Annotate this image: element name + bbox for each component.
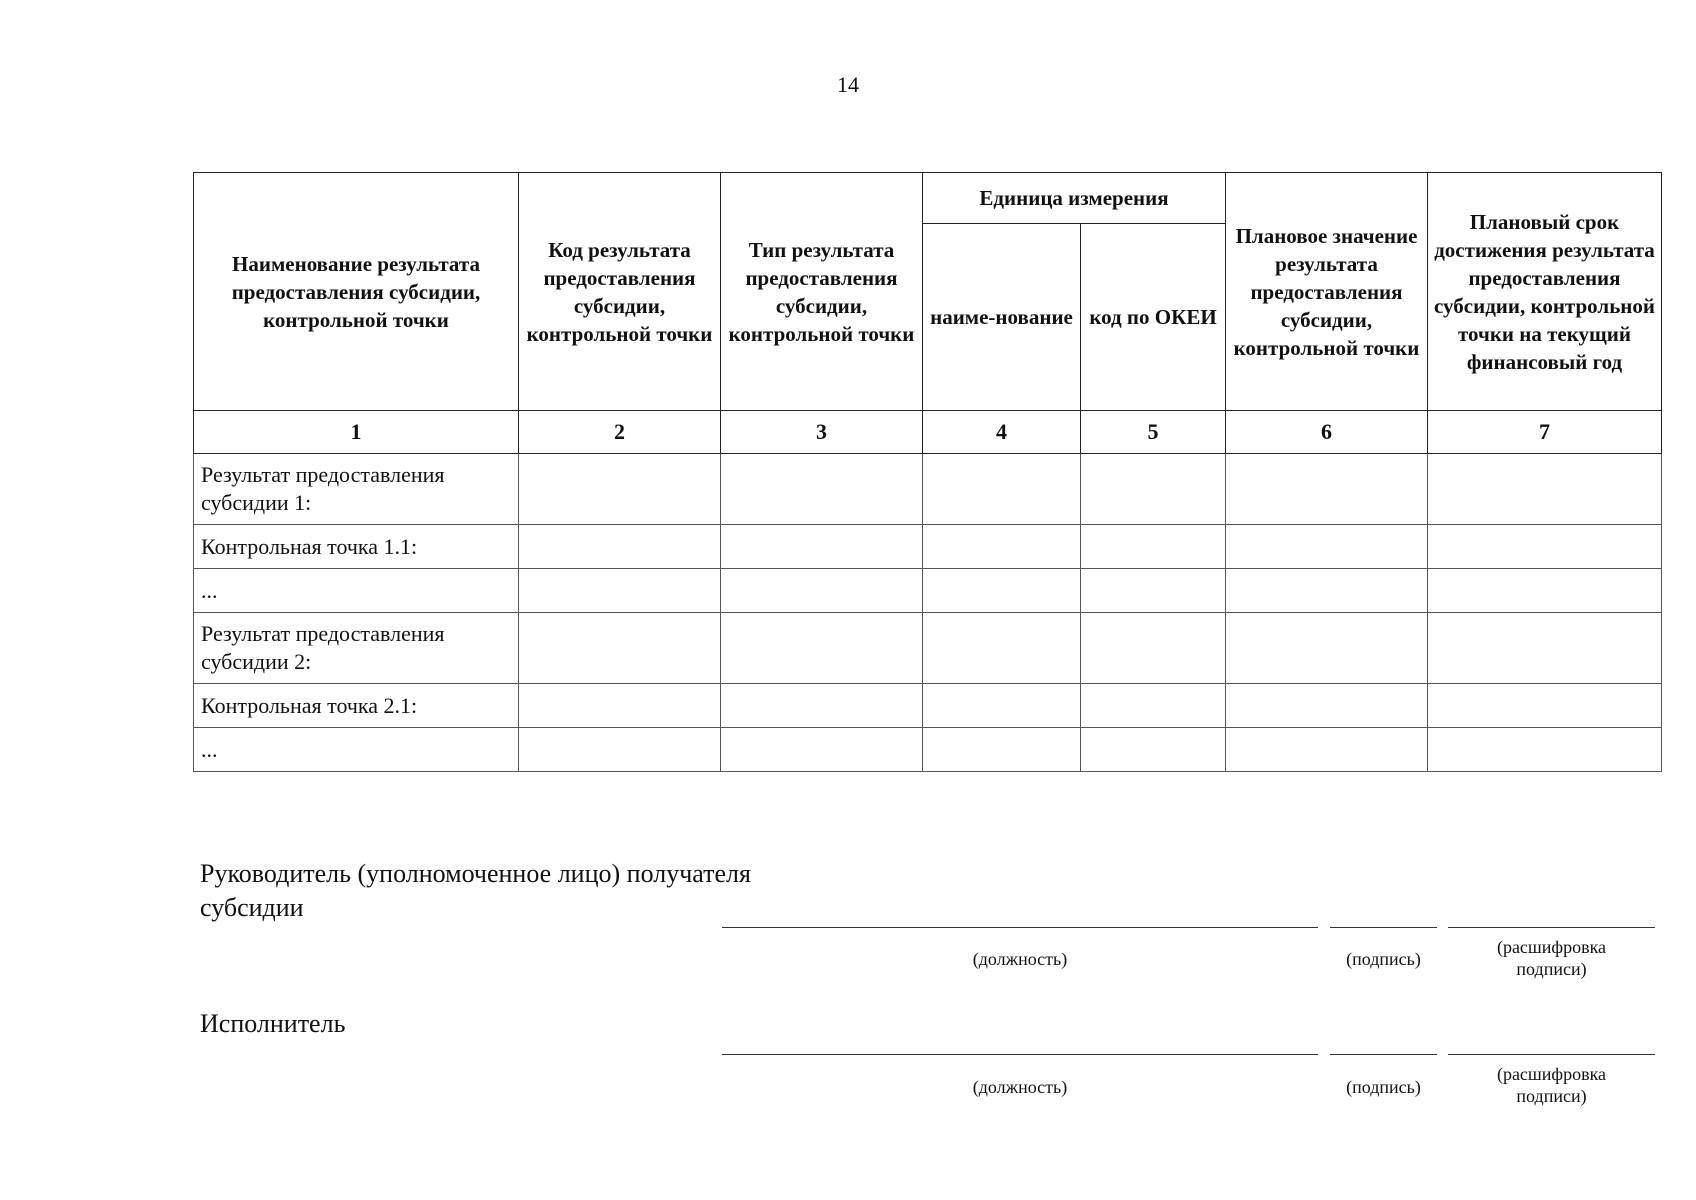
table-cell[interactable] — [923, 525, 1081, 569]
executor-signature-caption: (подпись) — [1346, 1077, 1421, 1097]
table-row — [194, 569, 1662, 613]
table-cell[interactable] — [519, 454, 721, 525]
table-cell[interactable] — [1081, 613, 1226, 684]
table-cell[interactable] — [1081, 454, 1226, 525]
table-cell[interactable] — [1226, 525, 1428, 569]
table-cell[interactable] — [721, 454, 923, 525]
row-label: Результат предоставления субсидии 1: — [194, 454, 519, 525]
table-cell[interactable] — [923, 569, 1081, 613]
header-unit-okei: код по ОКЕИ — [1081, 224, 1226, 411]
column-number: 7 — [1428, 411, 1662, 454]
header-result-name: Наименование результата предоставления субсидии, контрольной точки — [194, 173, 519, 411]
table-cell[interactable] — [1428, 613, 1662, 684]
executor-signature-line[interactable] — [1330, 1054, 1437, 1055]
head-signature-line[interactable] — [1330, 927, 1437, 928]
table-cell[interactable] — [721, 613, 923, 684]
results-table — [193, 172, 1662, 772]
column-number: 1 — [194, 411, 519, 454]
executor-title: Исполнитель — [200, 1009, 346, 1038]
column-number: 5 — [1081, 411, 1226, 454]
head-decoding-caption: (расшифровка подписи) — [1496, 937, 1607, 979]
page-number: 14 — [837, 72, 859, 97]
header-result-type: Тип результата предоставления субсидии, контрольной точки — [721, 173, 923, 411]
table-cell[interactable] — [519, 728, 721, 772]
row-label: ... — [194, 569, 519, 613]
column-number: 2 — [519, 411, 721, 454]
executor-position-line[interactable] — [722, 1054, 1318, 1055]
table-cell[interactable] — [1226, 728, 1428, 772]
table-cell[interactable] — [519, 613, 721, 684]
table-cell[interactable] — [923, 684, 1081, 728]
row-label: Результат предоставления субсидии 2: — [194, 613, 519, 684]
table-cell[interactable] — [923, 454, 1081, 525]
column-number: 6 — [1226, 411, 1428, 454]
table-cell[interactable] — [1428, 525, 1662, 569]
table-cell[interactable] — [1081, 569, 1226, 613]
table-cell[interactable] — [923, 728, 1081, 772]
head-position-caption: (должность) — [972, 949, 1068, 969]
header-result-code: Код результата предоставления субсидии, контрольной точки — [519, 173, 721, 411]
row-label: Контрольная точка 2.1: — [194, 684, 519, 728]
table-cell[interactable] — [1428, 569, 1662, 613]
head-title: Руководитель (уполномоченное лицо) получателя субсидии — [200, 859, 751, 922]
table-cell[interactable] — [721, 569, 923, 613]
table-cell[interactable] — [1428, 454, 1662, 525]
table-cell[interactable] — [519, 569, 721, 613]
header-planned-date: Плановый срок достижения результата предоставления субсидии, контрольной точки на текущий финансовый год — [1428, 173, 1662, 411]
table-cell[interactable] — [1226, 454, 1428, 525]
table-row — [194, 684, 1662, 728]
header-unit-group: Единица измерения — [923, 173, 1226, 224]
table-cell[interactable] — [1428, 728, 1662, 772]
table-cell[interactable] — [923, 613, 1081, 684]
column-number: 3 — [721, 411, 923, 454]
row-label: ... — [194, 728, 519, 772]
table-cell[interactable] — [1081, 728, 1226, 772]
table-row — [194, 454, 1662, 525]
table-cell[interactable] — [519, 684, 721, 728]
table-cell[interactable] — [721, 728, 923, 772]
header-planned-value: Плановое значение результата предоставления субсидии, контрольной точки — [1226, 173, 1428, 411]
header-unit-name: наиме-нование — [923, 224, 1081, 411]
table-cell[interactable] — [1081, 684, 1226, 728]
table-row — [194, 613, 1662, 684]
column-number: 4 — [923, 411, 1081, 454]
table-cell[interactable] — [1081, 525, 1226, 569]
head-position-line[interactable] — [722, 927, 1318, 928]
table-cell[interactable] — [1226, 613, 1428, 684]
executor-decoding-caption: (расшифровка подписи) — [1496, 1064, 1607, 1106]
table-cell[interactable] — [1428, 684, 1662, 728]
table-cell[interactable] — [721, 684, 923, 728]
table-row — [194, 728, 1662, 772]
table-cell[interactable] — [721, 525, 923, 569]
row-label: Контрольная точка 1.1: — [194, 525, 519, 569]
head-signature-caption: (подпись) — [1346, 949, 1421, 969]
table-cell[interactable] — [519, 525, 721, 569]
table-cell[interactable] — [1226, 684, 1428, 728]
executor-decoding-line[interactable] — [1448, 1054, 1655, 1055]
head-decoding-line[interactable] — [1448, 927, 1655, 928]
executor-position-caption: (должность) — [972, 1077, 1068, 1097]
table-cell[interactable] — [1226, 569, 1428, 613]
table-row — [194, 525, 1662, 569]
